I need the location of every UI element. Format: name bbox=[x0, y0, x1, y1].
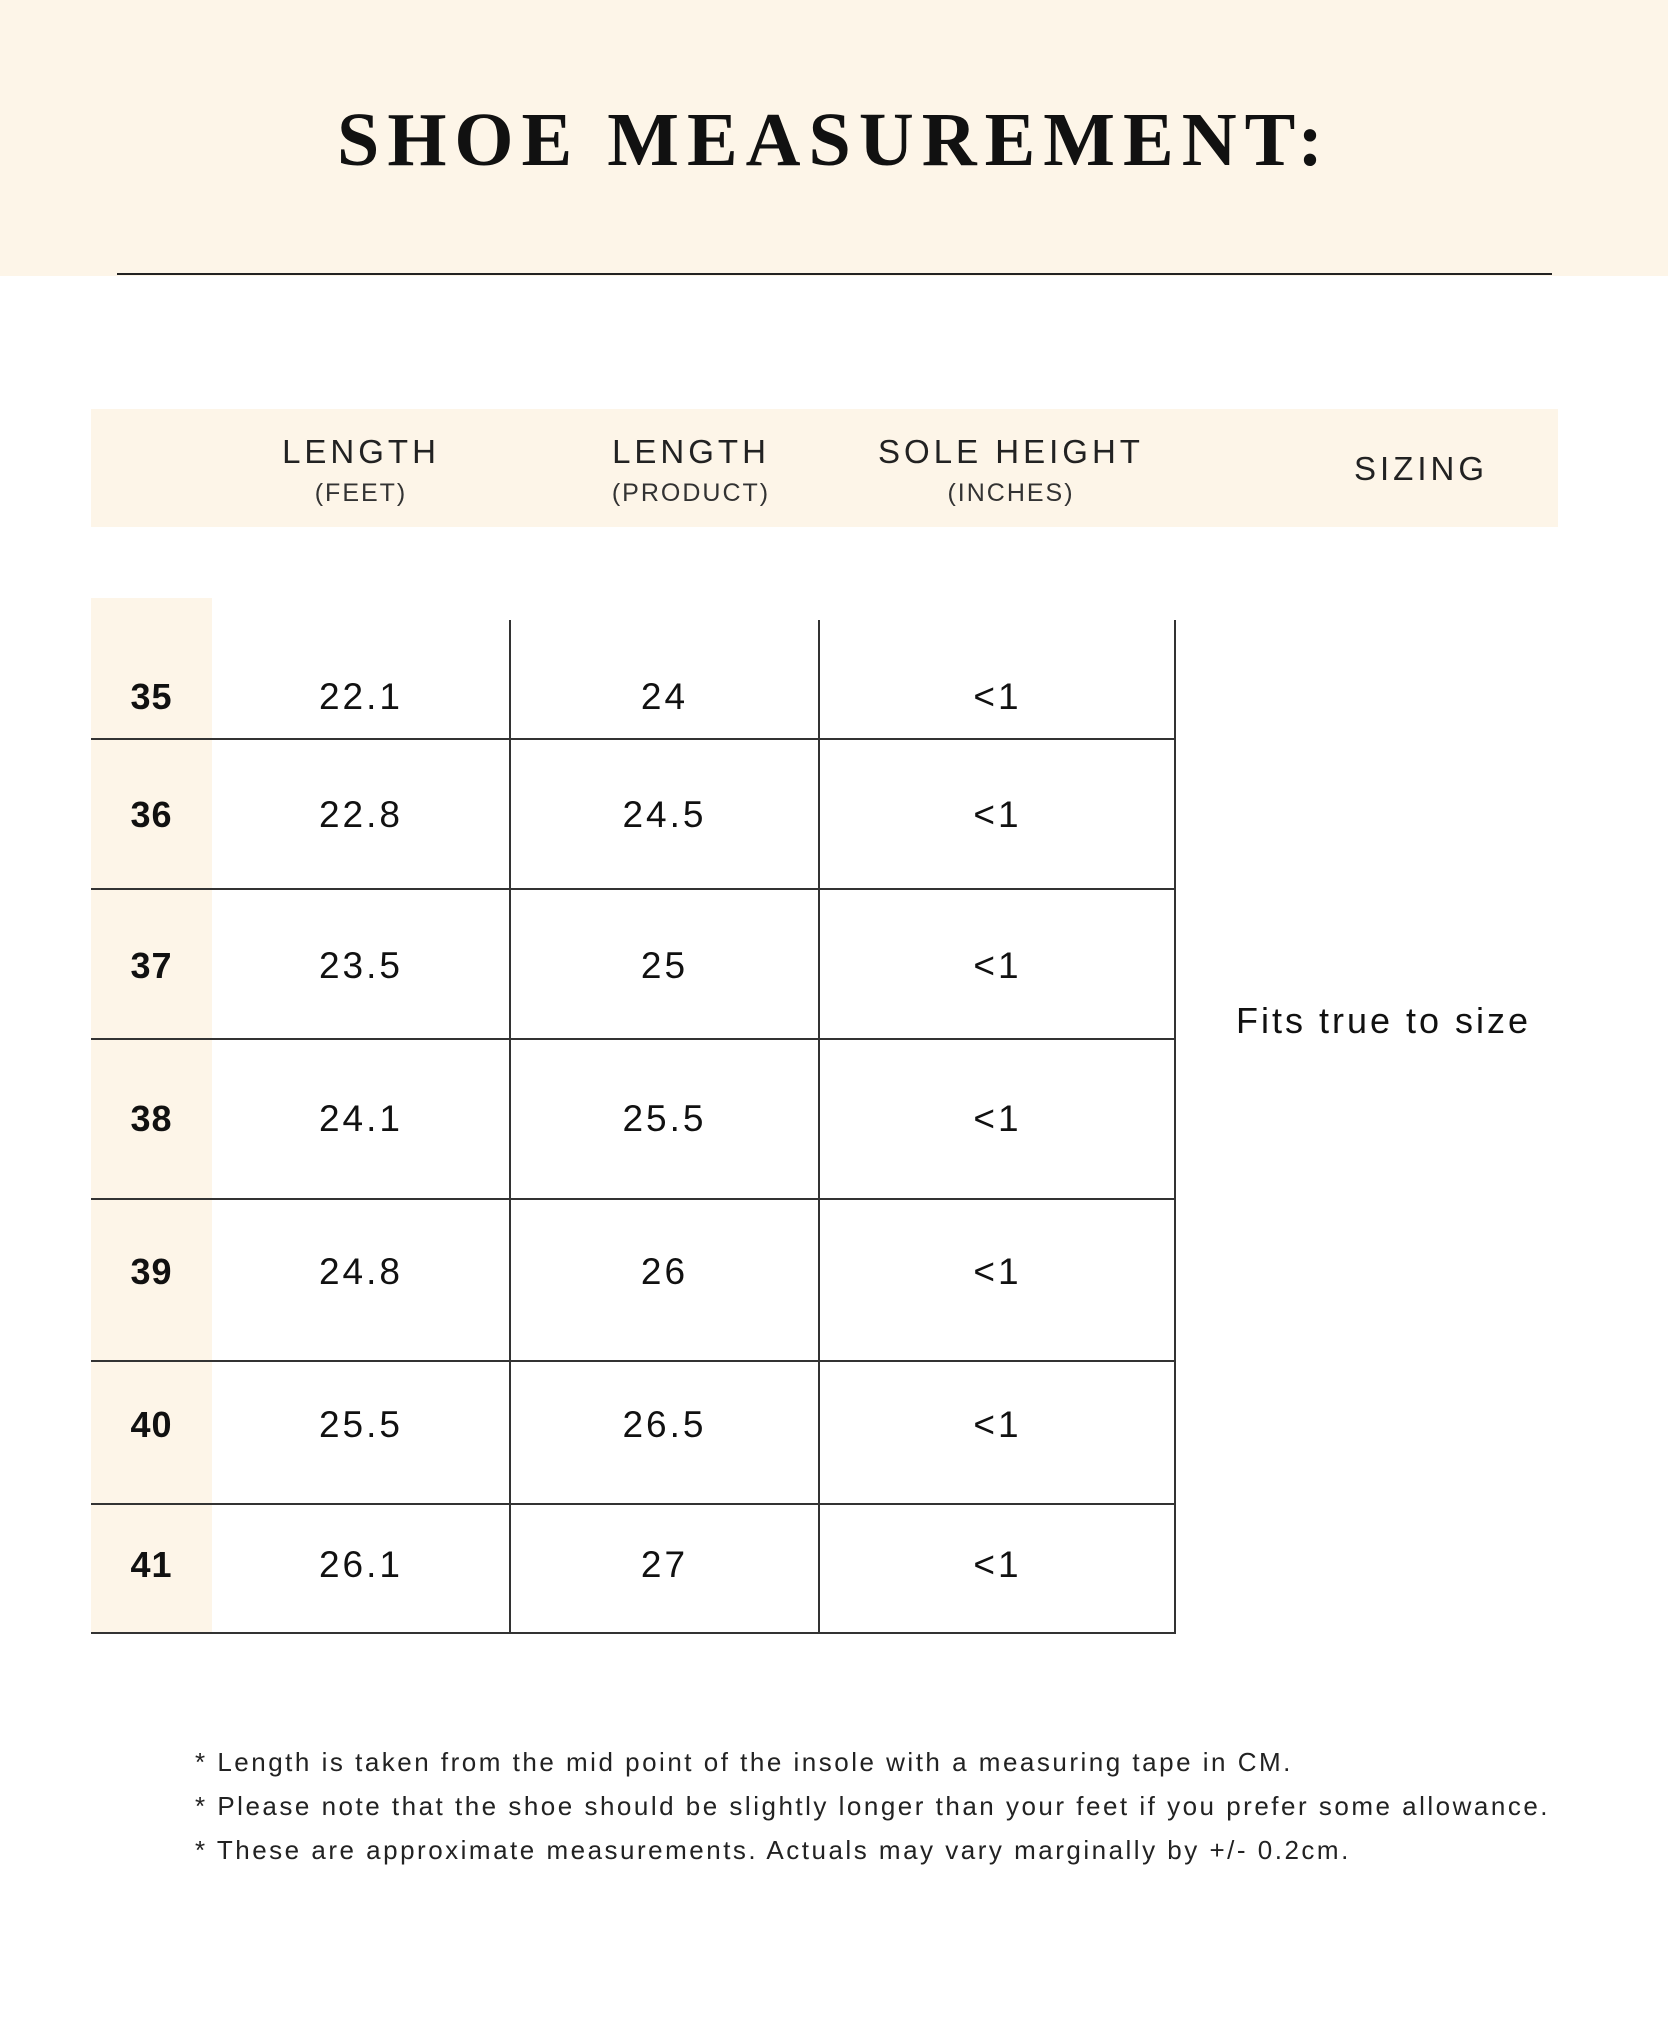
feet-length-cell: 22.1 bbox=[318, 675, 403, 717]
column-header-sizing bbox=[1291, 409, 1551, 527]
table-row bbox=[91, 1195, 1176, 1348]
product-length-cell: 26 bbox=[640, 1250, 689, 1292]
row-divider bbox=[91, 1038, 1176, 1040]
column-header-unit: (FEET) bbox=[314, 479, 408, 507]
measurement-table bbox=[91, 620, 1176, 1634]
sole-height-cell: <1 bbox=[973, 793, 1022, 835]
row-divider bbox=[91, 1503, 1176, 1505]
title-divider bbox=[117, 273, 1552, 275]
feet-length-cell: 24.8 bbox=[318, 1250, 403, 1292]
table-row bbox=[91, 738, 1176, 891]
feet-length-cell: 23.5 bbox=[318, 944, 403, 986]
footnote: * Please note that the shoe should be slightly longer than your feet if you prefer some allowance. bbox=[195, 1791, 1551, 1821]
column-header-band bbox=[91, 409, 1558, 527]
sole-height-cell: <1 bbox=[973, 944, 1022, 986]
column-header-length-feet bbox=[231, 409, 491, 527]
product-length-cell: 26.5 bbox=[622, 1403, 707, 1445]
feet-length-cell: 26.1 bbox=[318, 1543, 403, 1585]
column-divider bbox=[1174, 620, 1176, 1634]
sole-height-cell: <1 bbox=[973, 1543, 1022, 1585]
row-divider bbox=[91, 1632, 1176, 1634]
size-cell: 37 bbox=[130, 944, 173, 986]
size-cell: 35 bbox=[130, 675, 173, 717]
column-header-label: LENGTH bbox=[282, 433, 440, 470]
footnotes bbox=[195, 1740, 1595, 1872]
size-cell: 38 bbox=[130, 1097, 173, 1139]
column-header-length-product bbox=[561, 409, 821, 527]
product-length-cell: 24.5 bbox=[622, 793, 707, 835]
sole-height-cell: <1 bbox=[973, 1250, 1022, 1292]
column-divider bbox=[818, 620, 820, 1634]
row-divider bbox=[91, 888, 1176, 890]
footnote: * Length is taken from the mid point of the insole with a measuring tape in CM. bbox=[195, 1747, 1293, 1777]
feet-length-cell: 22.8 bbox=[318, 793, 403, 835]
product-length-cell: 25.5 bbox=[622, 1097, 707, 1139]
product-length-cell: 27 bbox=[640, 1543, 689, 1585]
size-cell: 40 bbox=[130, 1403, 173, 1445]
page-title: SHOE MEASUREMENT: bbox=[337, 98, 1331, 182]
sole-height-cell: <1 bbox=[973, 675, 1022, 717]
column-header-label: SIZING bbox=[1353, 450, 1488, 487]
sole-height-cell: <1 bbox=[973, 1097, 1022, 1139]
size-cell: 39 bbox=[130, 1250, 173, 1292]
table-row bbox=[91, 1042, 1176, 1195]
footnote: * These are approximate measurements. Actuals may vary marginally by +/- 0.2cm. bbox=[195, 1835, 1351, 1865]
column-header-label: LENGTH bbox=[612, 433, 770, 470]
row-divider bbox=[91, 738, 1176, 740]
size-cell: 41 bbox=[130, 1543, 173, 1585]
size-cell: 36 bbox=[130, 793, 173, 835]
column-header-sole-height bbox=[851, 409, 1171, 527]
table-row bbox=[91, 1348, 1176, 1501]
row-divider bbox=[91, 1360, 1176, 1362]
sole-height-cell: <1 bbox=[973, 1403, 1022, 1445]
product-length-cell: 25 bbox=[640, 944, 689, 986]
feet-length-cell: 25.5 bbox=[318, 1403, 403, 1445]
column-header-label: SOLE HEIGHT bbox=[878, 433, 1144, 470]
table-row bbox=[91, 889, 1176, 1042]
row-divider bbox=[91, 1198, 1176, 1200]
column-header-unit: (PRODUCT) bbox=[611, 479, 771, 507]
table-row bbox=[91, 1495, 1176, 1634]
column-divider bbox=[509, 620, 511, 1634]
sizing-note: Fits true to size bbox=[1236, 1000, 1532, 1041]
feet-length-cell: 24.1 bbox=[318, 1097, 403, 1139]
product-length-cell: 24 bbox=[640, 675, 689, 717]
column-header-unit: (INCHES) bbox=[947, 479, 1075, 507]
